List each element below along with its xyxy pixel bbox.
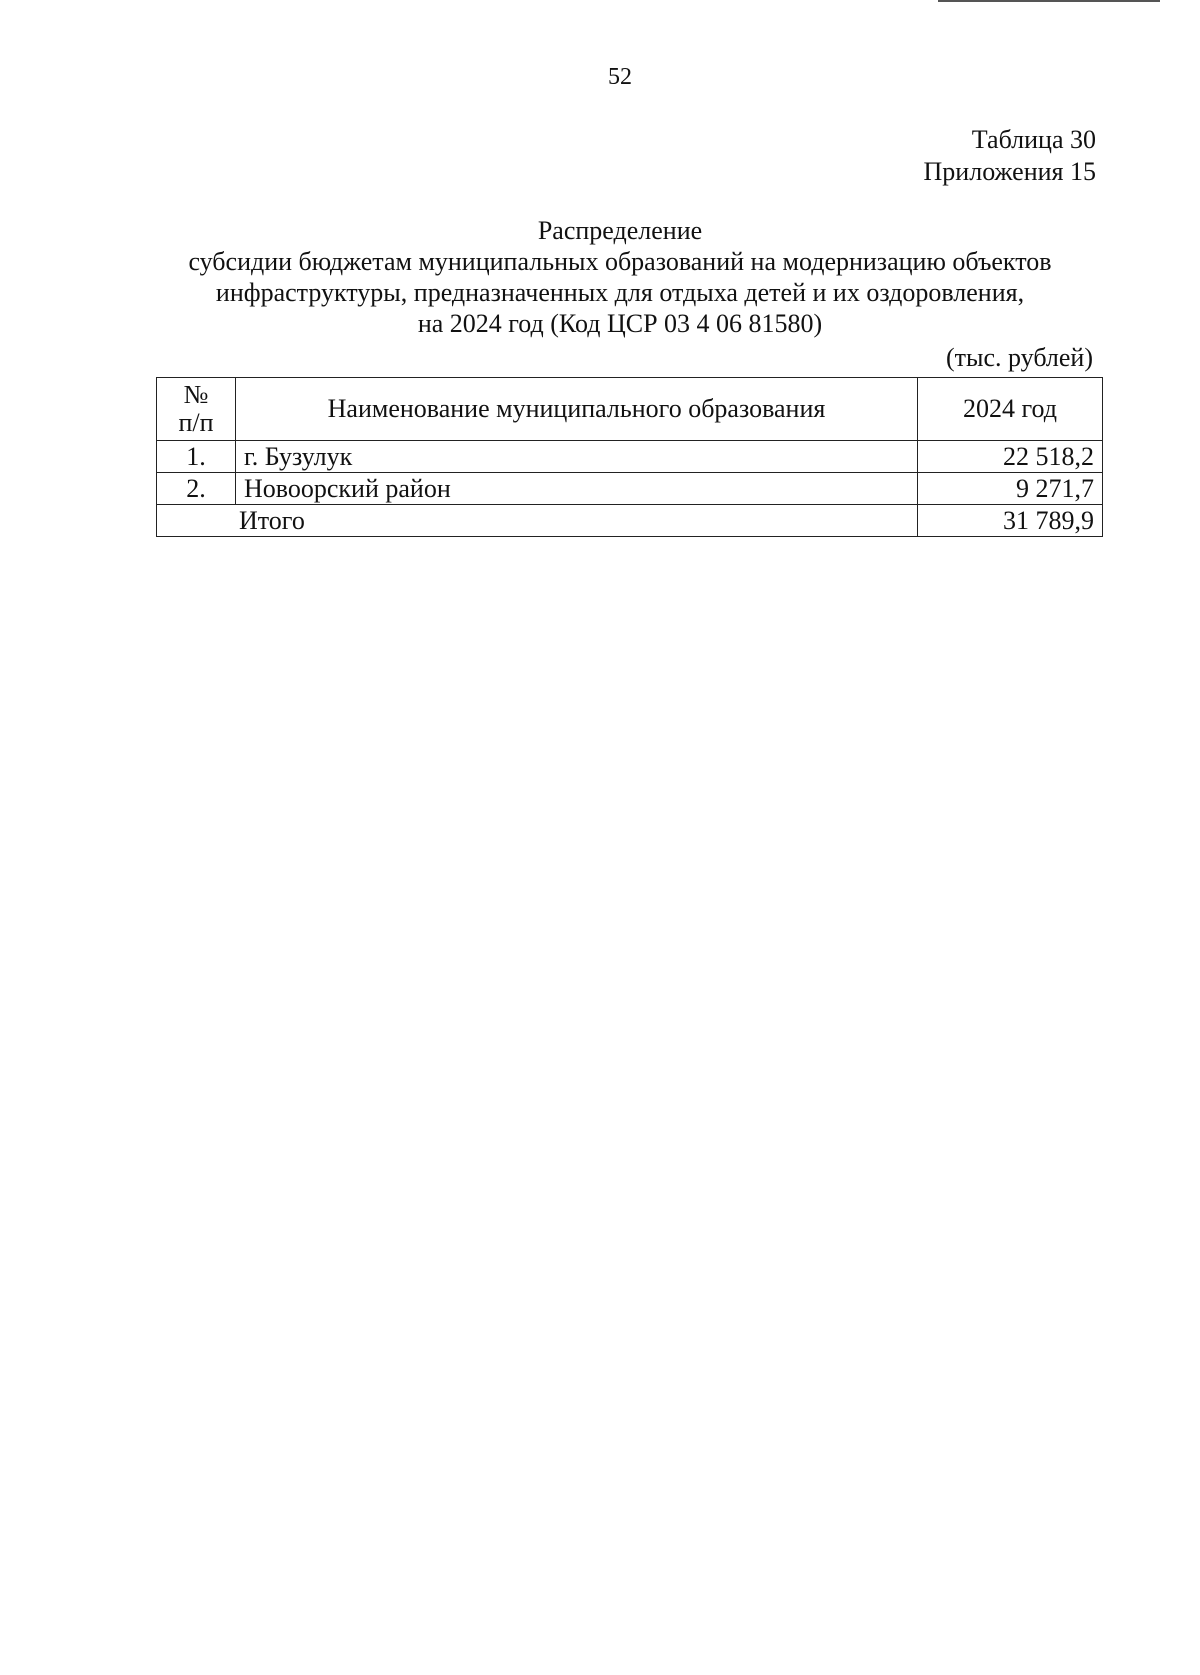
appendix-reference: Приложения 15 — [923, 157, 1096, 186]
row-amount: 9 271,7 — [918, 473, 1103, 505]
header-year: 2024 год — [918, 378, 1103, 441]
page-number: 52 — [608, 64, 632, 90]
distribution-table — [156, 377, 1103, 537]
row-municipality: г. Бузулук — [236, 441, 918, 473]
title-line-2: субсидии бюджетам муниципальных образований на модернизацию объектов — [188, 247, 1052, 276]
top-rule — [938, 0, 1160, 2]
header-number-symbol: № — [183, 380, 209, 409]
row-municipality: Новоорский район — [236, 473, 918, 505]
units-label: (тыс. рублей) — [945, 343, 1093, 372]
row-amount: 22 518,2 — [918, 441, 1103, 473]
title-line-3: инфраструктуры, предназначенных для отдыха детей и их оздоровления, — [215, 278, 1025, 307]
row-number: 2. — [157, 473, 236, 505]
document-title — [150, 215, 1090, 339]
table-row — [157, 473, 1103, 505]
header-number — [157, 378, 236, 441]
total-row — [157, 505, 1103, 537]
title-line-1: Распределение — [537, 216, 703, 245]
title-line-4: на 2024 год (Код ЦСР 03 4 06 81580) — [417, 309, 823, 338]
row-number: 1. — [157, 441, 236, 473]
table-reference: Таблица 30 — [971, 125, 1096, 154]
total-label: Итого — [157, 505, 918, 537]
annex-reference — [924, 124, 1096, 188]
table-row — [157, 441, 1103, 473]
header-municipality: Наименование муниципального образования — [236, 378, 918, 441]
total-amount: 31 789,9 — [918, 505, 1103, 537]
header-number-abbrev: п/п — [178, 408, 214, 437]
table-header-row — [157, 378, 1103, 441]
